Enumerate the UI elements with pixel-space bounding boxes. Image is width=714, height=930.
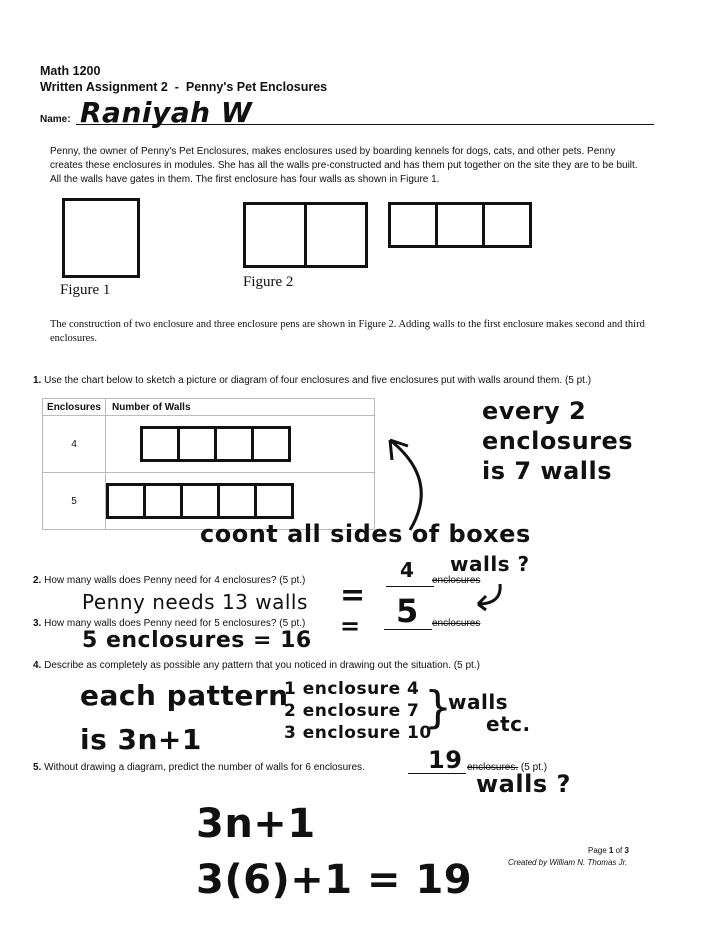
q3-number: 3. <box>33 618 42 629</box>
q4-handwritten-list <box>284 678 432 744</box>
q5-points: (5 pt.) <box>520 762 548 773</box>
q5-handwritten-walls: walls ? <box>476 770 571 798</box>
q1-text: Use the chart below to sketch a picture or diagram of four enclosures and five enclosures put with walls around them. (5 pt.) <box>44 375 592 386</box>
title-suffix: Penny's Pet Enclosures <box>185 80 328 94</box>
pen-d <box>435 202 485 248</box>
box <box>180 483 220 519</box>
q5-work-line-1: 3n+1 <box>196 801 316 847</box>
page-total: 3 <box>624 846 629 855</box>
page-num: 1 <box>608 846 614 855</box>
q2-number: 2. <box>33 575 42 586</box>
q2-handwritten-work: Penny needs 13 walls <box>82 590 308 614</box>
title-dash: - <box>171 80 183 94</box>
q3-handwritten-work: 5 enclosures = 16 <box>82 628 312 653</box>
figure1-enclosure <box>62 198 140 278</box>
box <box>143 483 183 519</box>
q2-handwritten-walls: walls ? <box>450 552 530 576</box>
credit: Created by William N. Thomas Jr. <box>508 858 628 867</box>
box <box>254 483 294 519</box>
note-line-3: is 7 walls <box>482 457 613 485</box>
assignment-title <box>40 80 327 94</box>
box <box>177 426 217 462</box>
q3-answer-line <box>384 629 432 630</box>
page-number <box>588 846 629 855</box>
q5-unit: enclosures. <box>467 762 519 773</box>
q2-answer: 4 <box>400 558 415 582</box>
box <box>140 426 180 462</box>
q1-handwritten-note <box>482 396 633 486</box>
q4-number: 4. <box>33 660 42 671</box>
page-of: of <box>613 846 625 855</box>
row-drawing-4 <box>106 416 375 473</box>
q1-number: 1. <box>33 375 42 386</box>
curved-arrow-icon <box>470 582 510 612</box>
question-1 <box>33 374 673 388</box>
q5-handwritten-work <box>196 796 472 908</box>
q2-handwritten-above: coont all sides of boxes <box>200 520 531 548</box>
q4-handwritten-etc: etc. <box>486 712 531 736</box>
q5-answer: 19 <box>428 746 463 774</box>
pen-a <box>243 202 307 268</box>
q3-unit: enclosures <box>432 618 481 629</box>
pen-e <box>482 202 532 248</box>
q5-work-line-2: 3(6)+1 = 19 <box>196 857 473 903</box>
q5-number: 5. <box>33 762 42 773</box>
box <box>217 483 257 519</box>
note-line-1: every 2 <box>482 397 587 425</box>
course-title: Math 1200 <box>40 64 101 78</box>
q4-text: Describe as completely as possible any pattern that you noticed in drawing out the situation. (5 pt.) <box>44 660 480 671</box>
question-5 <box>33 761 365 775</box>
figure1-label: Figure 1 <box>60 282 111 298</box>
header-enclosures: Enclosures <box>43 399 106 416</box>
q4-handwritten-walls: walls <box>448 690 509 714</box>
drawing-4-boxes <box>140 426 374 462</box>
box <box>106 483 146 519</box>
name-handwritten: Raniyah W <box>80 96 253 129</box>
table-row <box>43 416 375 473</box>
question-4 <box>33 659 673 673</box>
q4-list-line-2: 2 enclosure 7 <box>284 701 420 721</box>
row-enclosures-4: 4 <box>43 416 106 473</box>
walls-table <box>42 398 375 530</box>
q3-text: How many walls does Penny need for 5 enclosures? (5 pt.) <box>44 618 306 629</box>
question-2 <box>33 574 305 588</box>
brace-icon: } <box>424 682 453 733</box>
box <box>251 426 291 462</box>
intro-paragraph-2: The construction of two enclosure and three enclosure pens are shown in Figure 2. Adding walls to the first enclosure makes second and third enclosures. <box>50 319 645 344</box>
q2-equals: = <box>340 578 366 613</box>
q4-left-line-2: is 3n+1 <box>80 723 202 756</box>
intro-paragraph: Penny, the owner of Penny's Pet Enclosures, makes enclosures used by boarding kennels for dogs, cats, and other pets. Penny creates these enclosures in modules. She has all the walls pre-constructed and has them put together on the site they are to be built. All the walls have gates in them. The first enclosure has four walls as shown in Figure 1. <box>50 146 638 185</box>
title-prefix: Written Assignment 2 <box>40 80 168 94</box>
q2-unit: enclosures <box>432 575 481 586</box>
note-line-2: enclosures <box>482 427 634 455</box>
table-header-row <box>43 399 375 416</box>
q4-left-line-1: each pattern <box>80 679 289 712</box>
q4-list-line-1: 1 enclosure 4 <box>284 679 420 699</box>
name-label: Name: <box>40 114 71 125</box>
pen-c <box>388 202 438 248</box>
q2-text: How many walls does Penny need for 4 enclosures? (5 pt.) <box>44 575 306 586</box>
drawing-5-boxes <box>106 483 374 519</box>
page-prefix: Page <box>588 846 609 855</box>
figure2-label: Figure 2 <box>243 274 294 290</box>
pen-b <box>304 202 368 268</box>
q3-equals: = <box>340 612 361 640</box>
q3-answer: 5 <box>396 592 419 630</box>
box <box>214 426 254 462</box>
row-enclosures-5: 5 <box>43 473 106 530</box>
q2-answer-line <box>386 586 434 587</box>
q5-text: Without drawing a diagram, predict the number of walls for 6 enclosures. <box>44 762 365 773</box>
header-walls: Number of Walls <box>106 399 375 416</box>
q4-list-line-3: 3 enclosure 10 <box>284 723 432 743</box>
q4-handwritten-left <box>80 674 289 762</box>
